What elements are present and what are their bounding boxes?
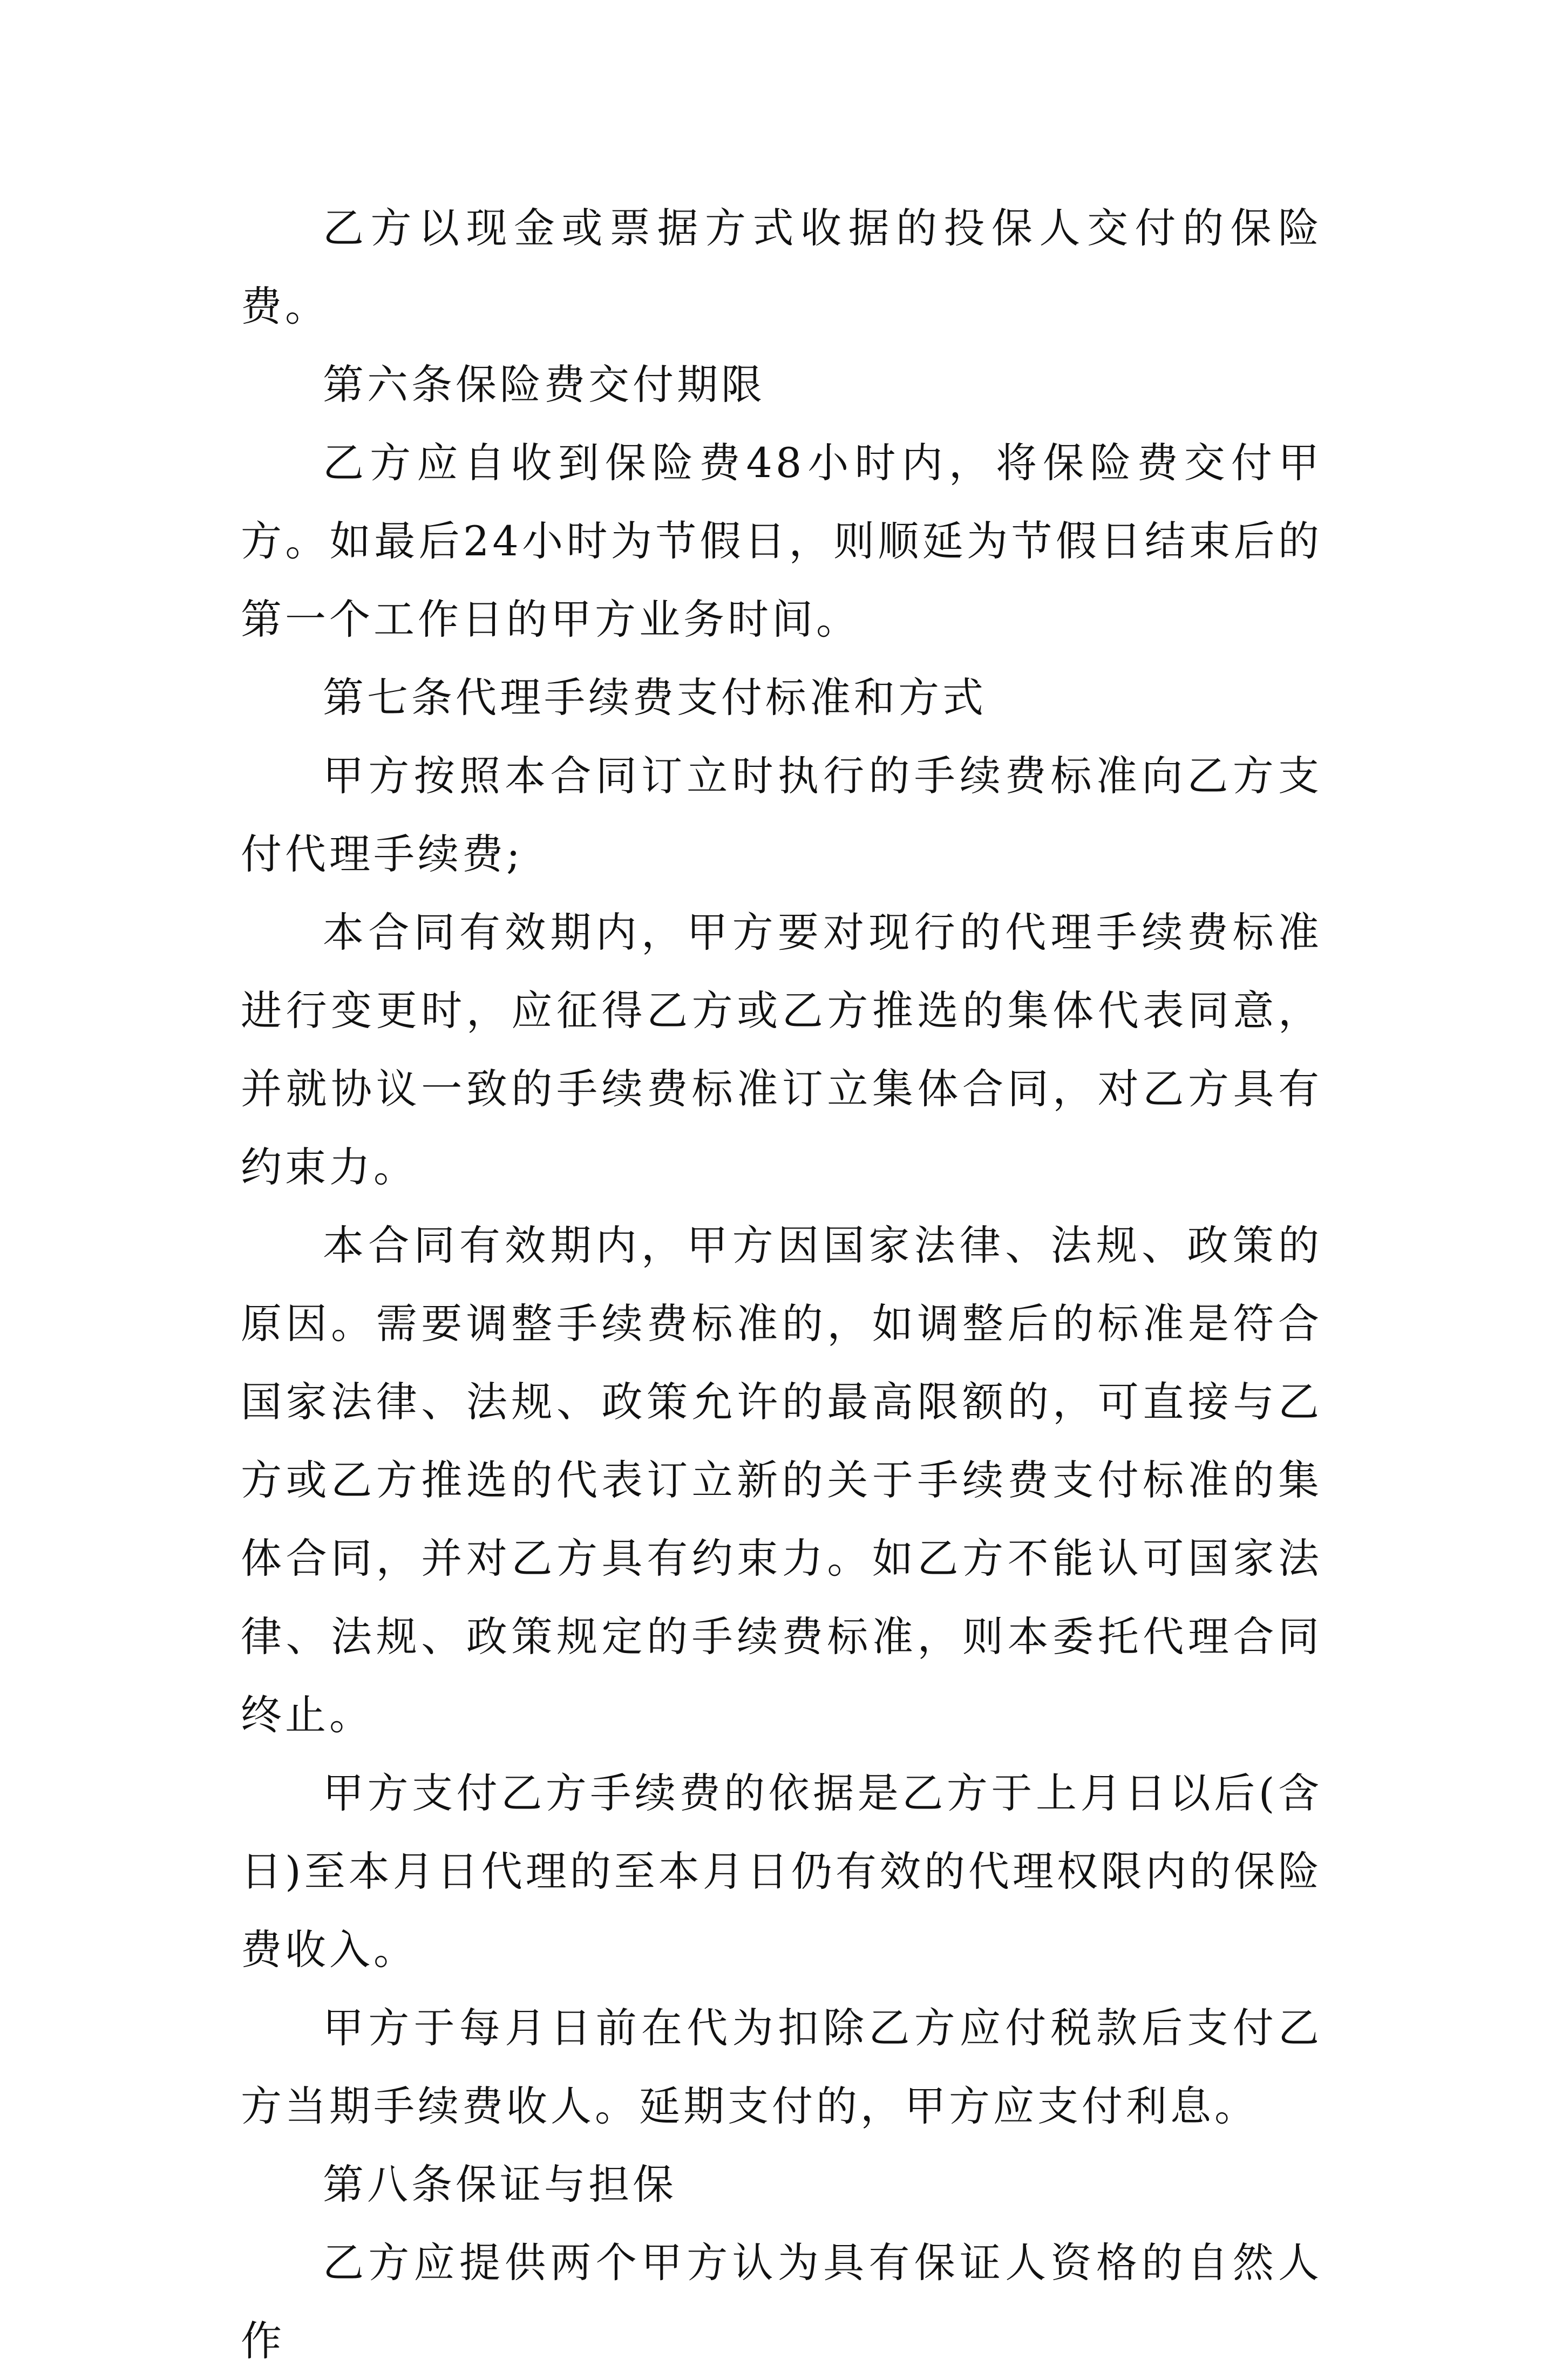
paragraph-payment-deadline: 乙方应自收到保险费48小时内，将保险费交付甲方。如最后24小时为节假日，则顺延为节假日结束后的第一个工作日的甲方业务时间。 [241,439,1322,643]
paragraph-fee-change: 本合同有效期内，甲方要对现行的代理手续费标准进行变更时，应征得乙方或乙方推选的集体代表同意，并就协议一致的手续费标准订立集体合同，对乙方具有约束力。 [241,908,1322,1191]
paragraph-guarantor: 乙方应提供两个甲方认为具有保证人资格的自然人作 [241,2239,1322,2365]
document-body [241,189,1322,2380]
paragraph-fee-basis: 甲方支付乙方手续费的依据是乙方于上月日以后(含日)至本月日代理的至本月日仍有效的代理权限内的保险费收入。 [241,1769,1322,1974]
article-7-heading: 第七条代理手续费支付标准和方式 [323,674,987,722]
paragraph-fee-adjustment: 本合同有效期内，甲方因国家法律、法规、政策的原因。需要调整手续费标准的，如调整后的标准是符合国家法律、法规、政策允许的最高限额的，可直接与乙方或乙方推选的代表订立新的关于手续费支付标准的集体合同，并对乙方具有约束力。如乙方不能认可国家法律、法规、政策规定的手续费标准，则本委托代理合同终止。 [241,1221,1322,1739]
paragraph-monthly-payment: 甲方于每月日前在代为扣除乙方应付税款后支付乙方当期手续费收人。延期支付的，甲方应支付利息。 [241,2004,1322,2130]
article-8-heading: 第八条保证与担保 [323,2160,677,2208]
paragraph-premium-collection: 乙方以现金或票据方式收据的投保人交付的保险费。 [241,204,1322,330]
article-6-heading: 第六条保险费交付期限 [323,361,765,409]
paragraph-fee-standard: 甲方按照本合同订立时执行的手续费标准向乙方支付代理手续费; [241,752,1322,878]
